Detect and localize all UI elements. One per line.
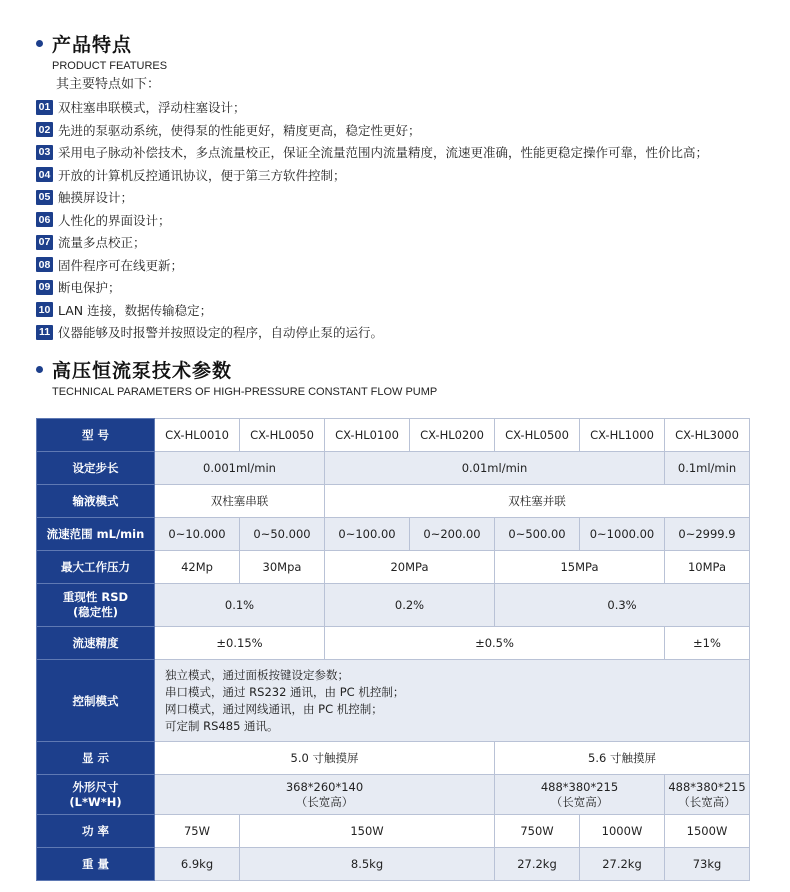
bullet-dot-icon xyxy=(36,366,43,373)
rsd-cell: 0.3% xyxy=(495,584,750,627)
range-cell: 0~200.00 xyxy=(410,518,495,551)
weight-cell: 27.2kg xyxy=(580,848,665,881)
feature-item xyxy=(36,141,708,164)
size-note: （长宽高） xyxy=(678,794,736,809)
control-line: 串口模式，通过 RS232 通讯，由 PC 机控制； xyxy=(165,684,405,699)
feature-number-badge: 06 xyxy=(36,212,53,227)
bullet-dot-icon xyxy=(36,40,43,47)
feature-item xyxy=(36,231,708,254)
row-label-size xyxy=(37,775,155,815)
range-cell: 0~100.00 xyxy=(325,518,410,551)
model-cell: CX-HL3000 xyxy=(665,419,750,452)
feature-text: 开放的计算机反控通讯协议，便于第三方软件控制； xyxy=(58,167,346,183)
power-cell: 1500W xyxy=(665,815,750,848)
features-intro: 其主要特点如下： xyxy=(56,77,161,92)
power-cell: 150W xyxy=(240,815,495,848)
size-dim: 488*380*215 xyxy=(540,779,619,794)
pressure-cell: 42Mp xyxy=(155,551,240,584)
feature-item xyxy=(36,96,708,119)
feature-item xyxy=(36,119,708,142)
feature-item xyxy=(36,321,708,344)
pressure-cell: 20MPa xyxy=(325,551,495,584)
row-label-weight: 重 量 xyxy=(37,848,155,881)
accuracy-cell: ±1% xyxy=(665,627,750,660)
row-label-step: 设定步长 xyxy=(37,452,155,485)
size-label-line1: 外形尺寸 xyxy=(72,779,119,794)
control-line: 可定制 RS485 通讯。 xyxy=(165,718,279,733)
feature-number-badge: 08 xyxy=(36,257,53,272)
power-cell: 750W xyxy=(495,815,580,848)
pressure-cell: 15MPa xyxy=(495,551,665,584)
feature-text: LAN 连接，数据传输稳定； xyxy=(58,302,213,318)
feature-text: 采用电子脉动补偿技术，多点流量校正，保证全流量范围内流量精度，流速更准确，性能更稳定操作可靠，性价比高； xyxy=(58,145,709,161)
row-label-range: 流速范围 mL/min xyxy=(37,518,155,551)
size-cell xyxy=(155,775,495,815)
range-cell: 0~10.000 xyxy=(155,518,240,551)
size-dim: 368*260*140 xyxy=(285,779,364,794)
mode-cell: 双柱塞串联 xyxy=(155,485,325,518)
feature-text: 人性化的界面设计； xyxy=(58,212,171,228)
feature-number-badge: 09 xyxy=(36,280,53,295)
power-cell: 75W xyxy=(155,815,240,848)
row-label-mode: 输液模式 xyxy=(37,485,155,518)
pressure-cell: 30Mpa xyxy=(240,551,325,584)
params-table xyxy=(36,418,750,881)
row-label-pressure: 最大工作压力 xyxy=(37,551,155,584)
model-cell: CX-HL0010 xyxy=(155,419,240,452)
size-note: （长宽高） xyxy=(550,794,609,809)
feature-list xyxy=(36,96,708,344)
row-label-power: 功 率 xyxy=(37,815,155,848)
size-label-line2: (L*W*H) xyxy=(69,794,122,809)
rsd-label-line1: 重现性 RSD xyxy=(62,590,129,604)
range-cell: 0~500.00 xyxy=(495,518,580,551)
model-cell: CX-HL1000 xyxy=(580,419,665,452)
feature-item xyxy=(36,299,708,322)
feature-text: 流量多点校正； xyxy=(58,235,146,251)
feature-number-badge: 02 xyxy=(36,122,53,137)
row-label-rsd xyxy=(37,584,155,627)
rsd-label-line2: (稳定性) xyxy=(72,605,118,619)
params-section-header xyxy=(36,356,437,398)
size-cell xyxy=(665,775,750,815)
feature-text: 触摸屏设计； xyxy=(58,190,134,206)
range-cell: 0~50.000 xyxy=(240,518,325,551)
mode-cell: 双柱塞并联 xyxy=(325,485,750,518)
feature-item xyxy=(36,186,708,209)
weight-cell: 8.5kg xyxy=(240,848,495,881)
features-title: 产品特点 xyxy=(52,34,133,56)
feature-text: 仪器能够及时报警并按照设定的程序，自动停止泵的运行。 xyxy=(58,325,384,341)
feature-item xyxy=(36,254,708,277)
model-cell: CX-HL0200 xyxy=(410,419,495,452)
row-label-display: 显 示 xyxy=(37,742,155,775)
row-label-model: 型 号 xyxy=(37,419,155,452)
feature-item xyxy=(36,164,708,187)
rsd-cell: 0.1% xyxy=(155,584,325,627)
params-title: 高压恒流泵技术参数 xyxy=(52,360,233,382)
model-cell: CX-HL0050 xyxy=(240,419,325,452)
range-cell: 0~1000.00 xyxy=(580,518,665,551)
step-cell: 0.001ml/min xyxy=(155,452,325,485)
row-label-control: 控制模式 xyxy=(37,660,155,742)
feature-text: 固件程序可在线更新； xyxy=(58,257,184,273)
model-cell: CX-HL0100 xyxy=(325,419,410,452)
control-line: 独立模式，通过面板按键设定参数； xyxy=(165,667,349,682)
features-subtitle: PRODUCT FEATURES xyxy=(52,60,168,72)
feature-number-badge: 01 xyxy=(36,100,53,115)
rsd-cell: 0.2% xyxy=(325,584,495,627)
accuracy-cell: ±0.15% xyxy=(155,627,325,660)
feature-number-badge: 10 xyxy=(36,302,53,317)
display-cell: 5.6 寸触摸屏 xyxy=(495,742,750,775)
size-dim: 488*380*215 xyxy=(668,779,746,794)
feature-text: 先进的泵驱动系统，使得泵的性能更好，精度更高，稳定性更好； xyxy=(58,122,421,138)
feature-number-badge: 11 xyxy=(36,325,53,340)
weight-cell: 73kg xyxy=(665,848,750,881)
power-cell: 1000W xyxy=(580,815,665,848)
pressure-cell: 10MPa xyxy=(665,551,750,584)
feature-number-badge: 03 xyxy=(36,145,53,160)
accuracy-cell: ±0.5% xyxy=(325,627,665,660)
control-line: 网口模式，通过网线通讯，由 PC 机控制； xyxy=(165,701,383,716)
weight-cell: 27.2kg xyxy=(495,848,580,881)
row-label-accuracy: 流速精度 xyxy=(37,627,155,660)
size-note: （长宽高） xyxy=(295,794,354,809)
step-cell: 0.01ml/min xyxy=(325,452,665,485)
size-cell xyxy=(495,775,665,815)
features-section-header xyxy=(36,30,167,72)
feature-item xyxy=(36,276,708,299)
control-cell xyxy=(155,660,750,742)
feature-number-badge: 07 xyxy=(36,235,53,250)
feature-text: 断电保护； xyxy=(58,280,121,296)
feature-number-badge: 05 xyxy=(36,190,53,205)
params-subtitle: TECHNICAL PARAMETERS OF HIGH-PRESSURE CONSTANT FLOW PUMP xyxy=(52,386,438,398)
model-cell: CX-HL0500 xyxy=(495,419,580,452)
feature-text: 双柱塞串联模式，浮动柱塞设计； xyxy=(58,100,246,116)
feature-item xyxy=(36,209,708,232)
feature-number-badge: 04 xyxy=(36,167,53,182)
display-cell: 5.0 寸触摸屏 xyxy=(155,742,495,775)
weight-cell: 6.9kg xyxy=(155,848,240,881)
range-cell: 0~2999.9 xyxy=(665,518,750,551)
step-cell: 0.1ml/min xyxy=(665,452,750,485)
